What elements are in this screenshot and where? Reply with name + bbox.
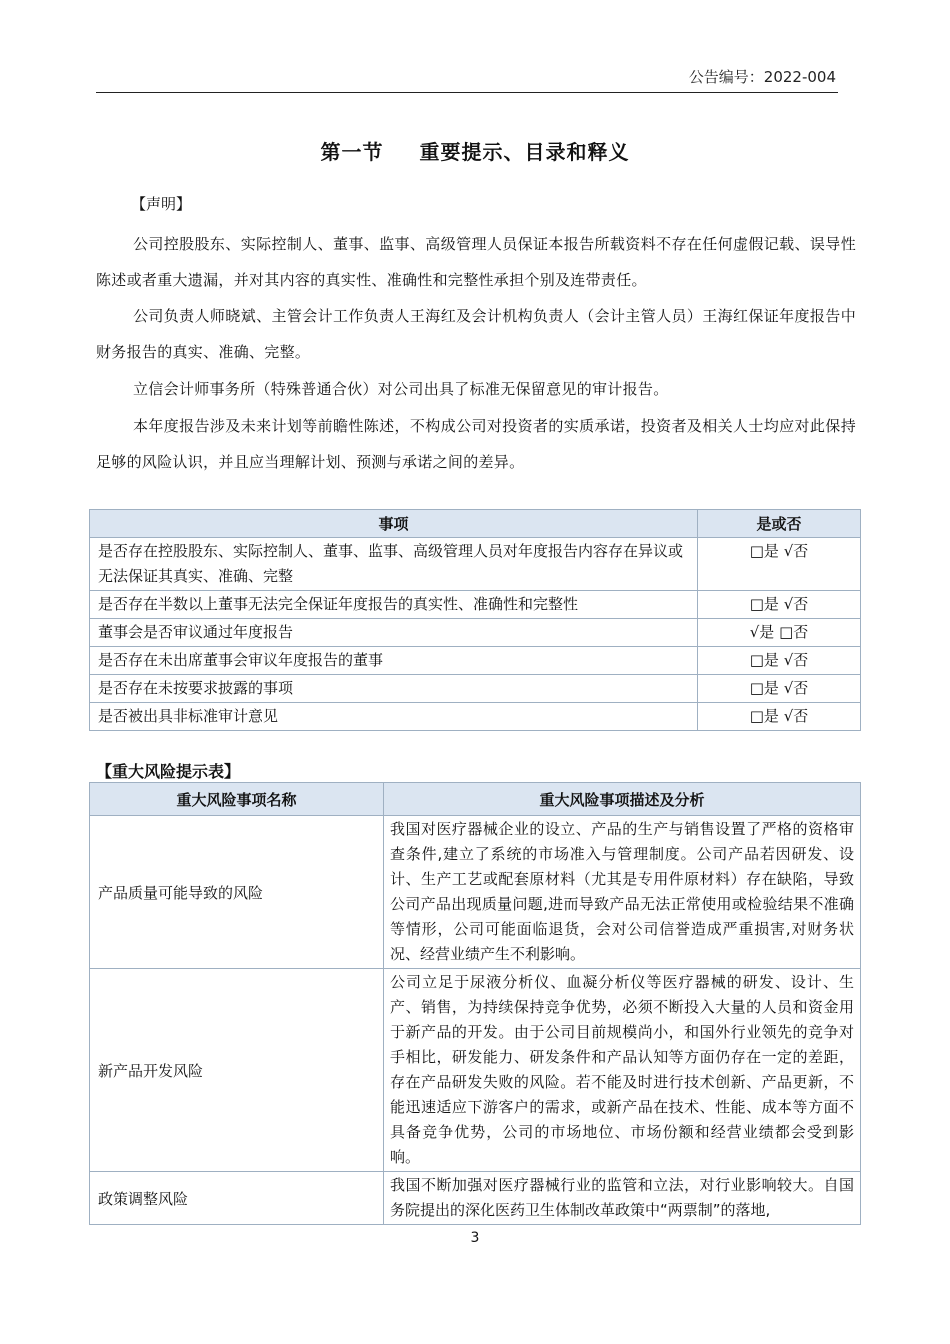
risk-table-title: 【重大风险提示表】 (96, 762, 241, 781)
matter-item: 是否存在半数以上董事无法完全保证年度报告的真实性、准确性和完整性 (90, 591, 698, 619)
risk-description: 公司立足于尿液分析仪、血凝分析仪等医疗器械的研发、设计、生产、销售，为持续保持竞争优势，必须不断投入大量的人员和资金用于新产品的开发。由于公司目前规模尚小，和国外行业领先的竞争对手相比，研发能力、研发条件和产品认知等方面仍存在一定的差距，存在产品研发失败的风险。若不能及时进行技术创新、产品更新，不能迅速适应下游客户的需求，或新产品在技术、性能、成本等方面不具备竞争优势，公司的市场地位、市场份额和经营业绩都会受到影响。 (384, 969, 861, 1172)
matter-answer: □是 √否 (698, 675, 861, 703)
table-header-row (90, 510, 861, 538)
matter-item: 是否被出具非标准审计意见 (90, 703, 698, 731)
declaration-paragraph: 公司控股股东、实际控制人、董事、监事、高级管理人员保证本报告所载资料不存在任何虚假记载、误导性陈述或者重大遗漏，并对其内容的真实性、准确性和完整性承担个别及连带责任。 (96, 235, 856, 289)
column-header: 重大风险事项描述及分析 (384, 783, 861, 816)
matter-item: 是否存在未出席董事会审议年度报告的董事 (90, 647, 698, 675)
header-divider (96, 92, 838, 93)
matter-answer: □是 √否 (698, 538, 861, 591)
declaration-paragraph: 立信会计师事务所（特殊普通合伙）对公司出具了标准无保留意见的审计报告。 (133, 380, 669, 398)
matter-item: 是否存在控股股东、实际控制人、董事、监事、高级管理人员对年度报告内容存在异议或无法保证其真实、准确、完整 (90, 538, 698, 591)
matter-item: 是否存在未按要求披露的事项 (90, 675, 698, 703)
table-row (90, 703, 861, 731)
declaration-paragraph: 公司负责人师晓斌、主管会计工作负责人王海红及会计机构负责人（会计主管人员）王海红保证年度报告中财务报告的真实、准确、完整。 (96, 307, 856, 361)
declaration-paragraph: 本年度报告涉及未来计划等前瞻性陈述，不构成公司对投资者的实质承诺，投资者及相关人士均应对此保持足够的风险认识，并且应当理解计划、预测与承诺之间的差异。 (96, 417, 856, 471)
column-header: 是或否 (698, 510, 861, 538)
matter-item: 董事会是否审议通过年度报告 (90, 619, 698, 647)
table-row (90, 1172, 861, 1225)
section-title-text: 重要提示、目录和释义 (419, 140, 630, 164)
declaration-heading: 【声明】 (131, 195, 192, 213)
column-header: 事项 (90, 510, 698, 538)
risk-description: 我国对医疗器械企业的设立、产品的生产与销售设置了严格的资格审查条件,建立了系统的市场准入与管理制度。公司产品若因研发、设计、生产工艺或配套原材料（尤其是专用件原材料）存在缺陷，导致公司产品出现质量问题,进而导致产品无法正常使用或检验结果不准确等情形，公司可能面临退货，会对公司信誉造成严重损害,对财务状况、经营业绩产生不利影响。 (384, 816, 861, 969)
table-row (90, 647, 861, 675)
risk-name: 产品质量可能导致的风险 (90, 816, 384, 969)
table-row (90, 675, 861, 703)
risk-description: 我国不断加强对医疗器械行业的监管和立法，对行业影响较大。自国务院提出的深化医药卫生体制改革政策中“两票制”的落地, (384, 1172, 861, 1225)
section-title (0, 136, 950, 165)
section-part: 第一节 (320, 140, 384, 164)
risk-table (89, 782, 861, 1225)
announcement-number: 公告编号：2022-004 (688, 68, 836, 86)
table-row (90, 969, 861, 1172)
table-row (90, 538, 861, 591)
matter-answer: √是 □否 (698, 619, 861, 647)
risk-name: 新产品开发风险 (90, 969, 384, 1172)
risk-name: 政策调整风险 (90, 1172, 384, 1225)
table-header-row (90, 783, 861, 816)
page-number: 3 (470, 1230, 480, 1246)
matter-answer: □是 √否 (698, 703, 861, 731)
matter-answer: □是 √否 (698, 647, 861, 675)
matters-table (89, 509, 861, 731)
table-row (90, 816, 861, 969)
column-header: 重大风险事项名称 (90, 783, 384, 816)
matter-answer: □是 √否 (698, 591, 861, 619)
table-row (90, 591, 861, 619)
table-row (90, 619, 861, 647)
